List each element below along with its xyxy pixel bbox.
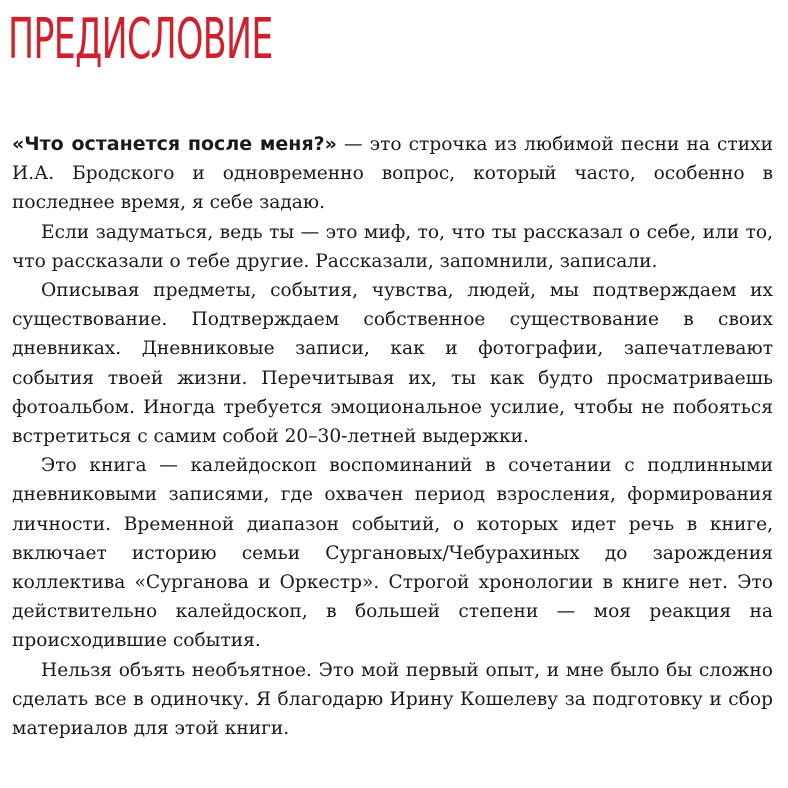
paragraph-1-text: — это строчка из любимой песни на стихи И.А. Бродского и одновременно вопрос, который часто, особенно в последнее время, я себе задаю. — [12, 134, 773, 214]
paragraph-4: Это книга — калейдоскоп воспоминаний в сочетании с подлинными дневниковыми записями, где охвачен период взросления, формирования личности. Временной диапазон событий, о которых идет речь в книге, включает историю семьи Сургановых/Чебурахиных до зарождения коллектива «Сурганова и Оркестр». Строгой хронологии в книге нет. Это действительно калейдоскоп, в большей степени — моя реакция на происходившие события. — [12, 455, 773, 652]
page-title: ПРЕДИСЛОВИЕ — [8, 7, 273, 72]
paragraph-2: Если задуматься, ведь ты — это миф, то, что ты рассказал о себе, или то, что рассказали о тебе другие. Рассказали, запомнили, записали. — [12, 221, 773, 272]
paragraph-1 — [12, 130, 773, 218]
lead-quote: «Что останется после меня?» — [12, 133, 337, 155]
paragraph-3: Описывая предметы, события, чувства, людей, мы подтверждаем их существование. Подтверждаем собственное существование в своих дневниках. Дневниковые записи, как и фотографии, запечатлевают события твоей жизни. Перечитывая их, ты как будто просматриваешь фотоальбом. Иногда требуется эмоциональное усилие, чтобы не побояться встретиться с самим собой 20–30-летней выдержки. — [12, 280, 773, 448]
paragraph-5: Нельзя объять необъятное. Это мой первый опыт, и мне было бы сложно сделать все в одиночку. Я благодарю Ирину Кошелеву за подготовку и сбор материалов для этой книги. — [12, 659, 773, 740]
preface-text — [12, 130, 773, 743]
